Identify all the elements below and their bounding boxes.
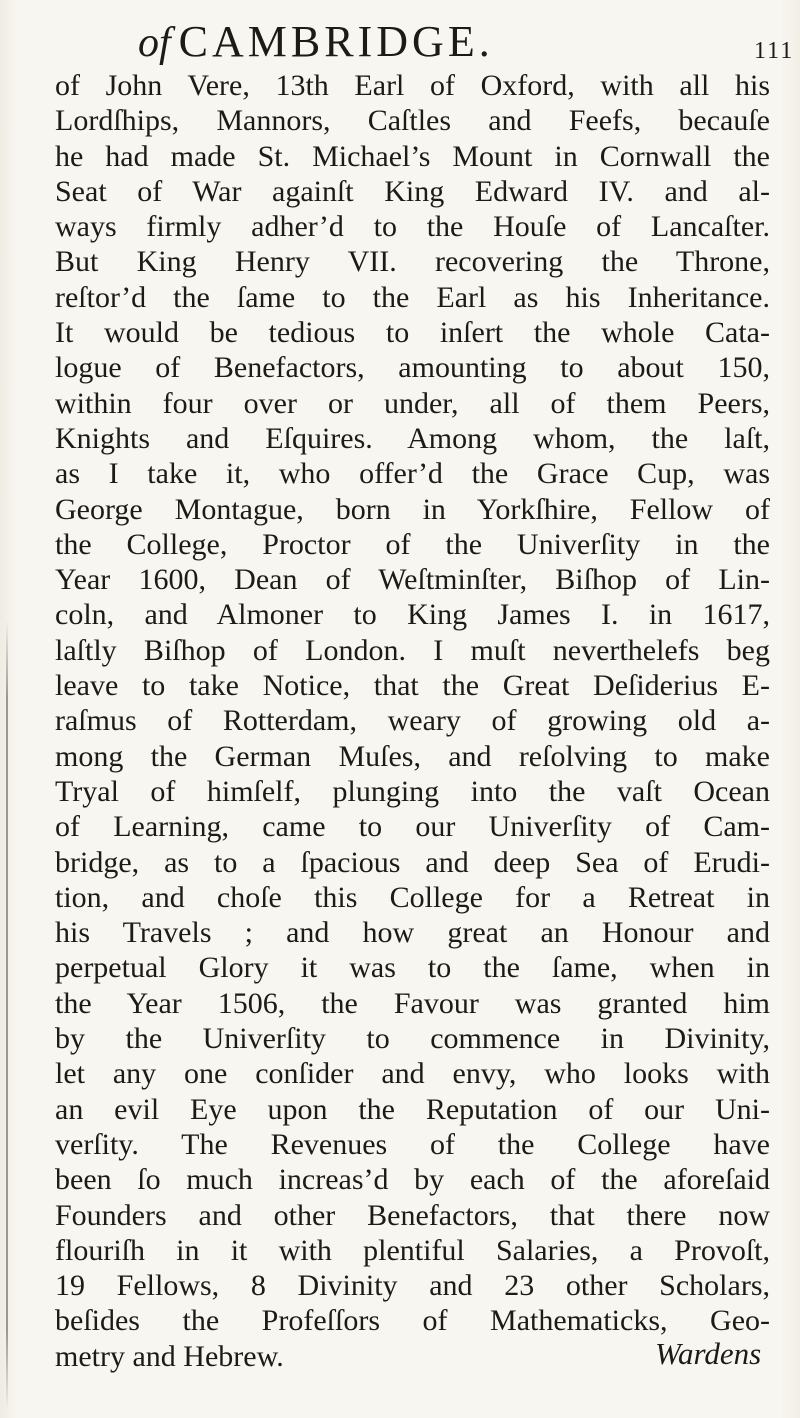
text-line: his Travels ; and how great an Honour and (55, 916, 770, 950)
text-line: It would be tedious to inſert the whole Cata- (55, 316, 770, 350)
text-line: leave to take Notice, that the Great Deſiderius E- (55, 669, 770, 703)
text-line: George Montague, born in Yorkſhire, Fellow of (55, 492, 770, 526)
text-line: bridge, as to a ſpacious and deep Sea of Erudi- (55, 845, 770, 879)
text-line: Tryal of himſelf, plunging into the vaſt Ocean (55, 774, 770, 808)
page-number: 111 (754, 38, 795, 64)
text-line: been ſo much increas’d by each of the aforeſaid (55, 1163, 770, 1197)
text-line: Seat of War againſt King Edward IV. and al- (55, 174, 770, 208)
catchword: Wardens (655, 1336, 762, 1371)
text-line: verſity. The Revenues of the College have (55, 1127, 770, 1161)
text-line: tion, and choſe this College for a Retreat in (55, 880, 770, 914)
running-head-prefix: of (138, 20, 171, 66)
running-head-title-text: CAMBRIDGE. (178, 17, 494, 66)
text-line: raſmus of Rotterdam, weary of growing old a- (55, 704, 770, 738)
text-line: Founders and other Benefactors, that there now (55, 1198, 770, 1232)
page-gutter-shadow (6, 620, 8, 1410)
text-line: Year 1600, Dean of Weſtminſter, Biſhop of Lin- (55, 563, 770, 597)
text-line: mong the German Muſes, and reſolving to make (55, 739, 770, 773)
text-line: within four over or under, all of them Peers, (55, 386, 770, 420)
text-line: of John Vere, 13th Earl of Oxford, with all his (55, 69, 770, 102)
running-head-title (138, 16, 494, 67)
text-line: perpetual Glory it was to the ſame, when in (55, 951, 770, 985)
text-line: the Year 1506, the Favour was granted him (55, 986, 770, 1020)
text-line: an evil Eye upon the Reputation of our Uni- (55, 1092, 770, 1126)
text-line: laſtly Biſhop of London. I muſt neverthelefs beg (55, 633, 770, 667)
text-line: Lordſhips, Mannors, Caſtles and Feefs, becauſe (55, 104, 770, 138)
text-line: by the Univerſity to commence in Divinity, (55, 1022, 770, 1056)
text-line: let any one conſider and envy, who looks with (55, 1057, 770, 1091)
text-line: the College, Proctor of the Univerſity in the (55, 527, 770, 561)
text-line: 19 Fellows, 8 Divinity and 23 other Scholars, (55, 1269, 770, 1303)
running-head (0, 8, 800, 68)
text-line: But King Henry VII. recovering the Throne, (55, 245, 770, 279)
text-line: of Learning, came to our Univerſity of Cam- (55, 810, 770, 844)
text-line: Knights and Eſquires. Among whom, the laſt, (55, 421, 770, 455)
text-line: ways firmly adher’d to the Houſe of Lancaſter. (55, 210, 770, 244)
text-line: as I take it, who offer’d the Grace Cup, was (55, 457, 770, 491)
text-line: logue of Benefactors, amounting to about 150, (55, 351, 770, 385)
body-text (55, 68, 770, 1374)
text-line: he had made St. Michael’s Mount in Cornwall the (55, 139, 770, 173)
text-line: flouriſh in it with plentiful Salaries, a Provoſt, (55, 1233, 770, 1267)
text-line: coln, and Almoner to King James I. in 1617, (55, 598, 770, 632)
text-line: metry and Hebrew. (55, 1339, 284, 1373)
text-line: reſtor’d the ſame to the Earl as his Inheritance. (55, 280, 770, 314)
text-line: beſides the Profeſſors of Mathematicks, Geo- (55, 1304, 770, 1338)
